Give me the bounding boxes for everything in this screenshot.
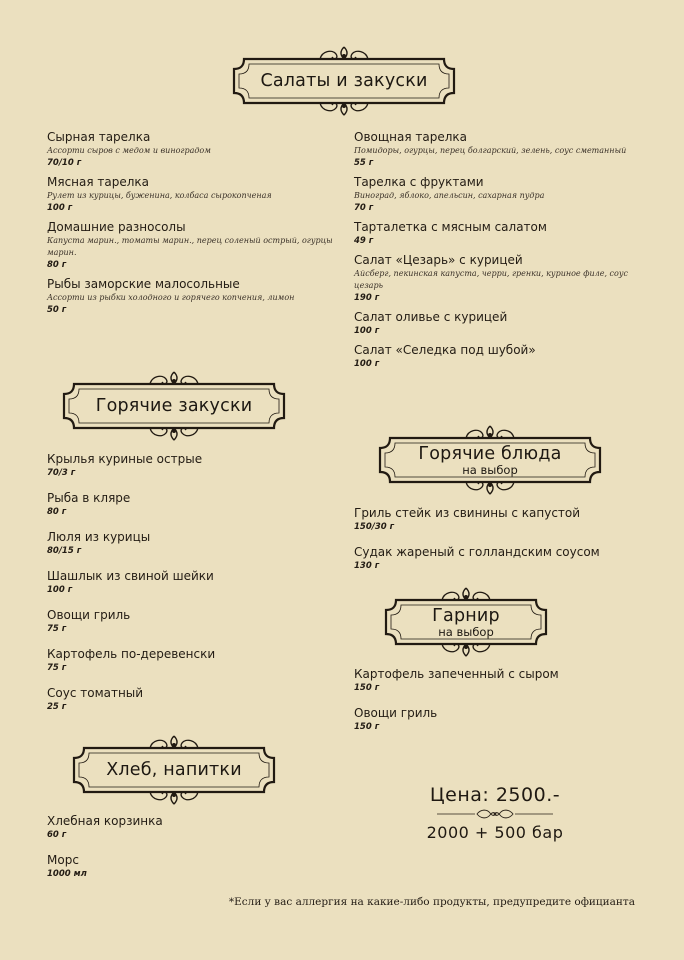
section-title-garnish: Гарнир: [432, 605, 500, 626]
menu-item: [47, 647, 347, 674]
menu-item: [47, 686, 347, 713]
menu-item: [47, 853, 347, 880]
menu-item-name: Домашние разносолы: [47, 220, 186, 234]
menu-item: [354, 220, 654, 247]
menu-item: [354, 130, 654, 169]
menu-item-name: Тарталетка с мясным салатом: [354, 220, 547, 234]
menu-item: [354, 706, 654, 733]
banner-hot-snacks: [58, 370, 290, 442]
menu-item-name: Картофель по-деревенски: [47, 647, 216, 661]
garnish-column: [354, 667, 654, 733]
menu-item-name: Мясная тарелка: [47, 175, 150, 189]
banner-salads: [228, 45, 460, 117]
menu-item-description: Виноград, яблоко, апельсин, сахарная пудра: [354, 191, 545, 200]
price-block: [360, 784, 630, 843]
price-breakdown: 2000 + 500 бар: [426, 823, 564, 842]
menu-item: [47, 814, 347, 841]
menu-item-weight: 130 г: [354, 561, 380, 571]
menu-item-weight: 150 г: [354, 683, 380, 693]
menu-item: [47, 530, 347, 557]
menu-item: [354, 253, 654, 304]
section-title-salads: Салаты и закуски: [260, 71, 428, 91]
menu-item-name: Шашлык из свиной шейки: [47, 569, 214, 583]
menu-item-weight: 100 г: [47, 585, 73, 595]
menu-item-weight: 1000 мл: [47, 869, 87, 879]
menu-item-name: Судак жареный с голландским соусом: [354, 545, 600, 559]
banner-hot-dishes: [374, 424, 606, 496]
salads-left-column: [47, 130, 347, 316]
menu-item-weight: 70 г: [354, 203, 374, 213]
section-subtitle-hot-dishes: на выбор: [462, 462, 518, 477]
menu-item-name: Овощи гриль: [354, 706, 438, 720]
menu-item-description: Ассорти сыров с медом и виноградом: [47, 146, 211, 155]
menu-item-description: Айсберг, пекинская капуста, черри, гренки, куриное филе, соус цезарь: [354, 269, 628, 290]
menu-item-description: Помидоры, огурцы, перец болгарский, зелень, соус сметанный: [354, 146, 627, 155]
banner-bread: [68, 734, 280, 806]
menu-item-weight: 75 г: [47, 663, 67, 673]
hot-dishes-column: [354, 506, 654, 572]
menu-item-description: Рулет из курицы, буженина, колбаса сырокопченая: [47, 191, 272, 200]
allergy-footnote: *Если у вас аллергия на какие-либо продукты, предупредите официанта: [228, 896, 635, 908]
section-title-hot-dishes: Горячие блюда: [418, 443, 562, 464]
banner-garnish: [380, 586, 552, 658]
menu-item-name: Рыба в кляре: [47, 491, 131, 505]
menu-item: [354, 545, 654, 572]
menu-item: [354, 667, 654, 694]
menu-item-description: Капуста марин., томаты марин., перец соленый острый, огурцы марин.: [47, 236, 333, 257]
menu-item-name: Овощи гриль: [47, 608, 131, 622]
menu-item-weight: 100 г: [354, 359, 380, 369]
menu-item-name: Крылья куриные острые: [47, 452, 203, 466]
menu-item-weight: 75 г: [47, 624, 67, 634]
menu-item-name: Люля из курицы: [47, 530, 151, 544]
menu-item-name: Салат оливье с курицей: [354, 310, 508, 324]
hot-snacks-column: [47, 452, 347, 713]
menu-item: [47, 175, 347, 214]
menu-item-name: Хлебная корзинка: [47, 814, 163, 828]
menu-item-weight: 150 г: [354, 722, 380, 732]
menu-item-name: Гриль стейк из свинины с капустой: [354, 506, 581, 520]
menu-item-weight: 49 г: [354, 236, 374, 246]
menu-item-description: Ассорти из рыбки холодного и горячего копчения, лимон: [47, 293, 295, 302]
menu-item: [47, 130, 347, 169]
menu-item: [47, 491, 347, 518]
menu-item-weight: 190 г: [354, 293, 380, 303]
bread-column: [47, 814, 347, 880]
menu-item-name: Овощная тарелка: [354, 130, 468, 144]
menu-item-weight: 55 г: [354, 158, 374, 168]
menu-item-weight: 25 г: [47, 702, 67, 712]
menu-item-weight: 50 г: [47, 305, 67, 315]
menu-item: [47, 569, 347, 596]
menu-item: [47, 220, 347, 271]
menu-item-weight: 80 г: [47, 260, 67, 270]
menu-item: [354, 343, 654, 370]
menu-item-weight: 70/10 г: [47, 158, 82, 168]
menu-item-weight: 100 г: [47, 203, 73, 213]
menu-item-name: Рыбы заморские малосольные: [47, 277, 240, 291]
menu-item: [354, 310, 654, 337]
menu-item-weight: 150/30 г: [354, 522, 395, 532]
divider-ornament-icon: [435, 808, 555, 820]
menu-item-name: Салат «Селедка под шубой»: [354, 343, 536, 357]
section-title-bread: Хлеб, напитки: [106, 760, 242, 780]
section-title-hot-snacks: Горячие закуски: [95, 396, 253, 416]
salads-right-column: [354, 130, 654, 370]
price-label: Цена: 2500.-: [429, 784, 561, 806]
menu-item: [354, 175, 654, 214]
menu-item: [47, 608, 347, 635]
menu-item-weight: 60 г: [47, 830, 67, 840]
menu-item-weight: 70/3 г: [47, 468, 76, 478]
menu-item: [47, 277, 347, 316]
menu-item-name: Салат «Цезарь» с курицей: [354, 253, 523, 267]
menu-item-name: Морс: [47, 853, 79, 867]
menu-item-name: Сырная тарелка: [47, 130, 151, 144]
menu-item: [354, 506, 654, 533]
menu-item: [47, 452, 347, 479]
menu-item-weight: 80/15 г: [47, 546, 82, 556]
section-subtitle-garnish: на выбор: [438, 624, 494, 639]
menu-item-name: Соус томатный: [47, 686, 144, 700]
menu-item-weight: 80 г: [47, 507, 67, 517]
menu-item-weight: 100 г: [354, 326, 380, 336]
menu-item-name: Тарелка с фруктами: [354, 175, 484, 189]
menu-item-name: Картофель запеченный с сыром: [354, 667, 559, 681]
